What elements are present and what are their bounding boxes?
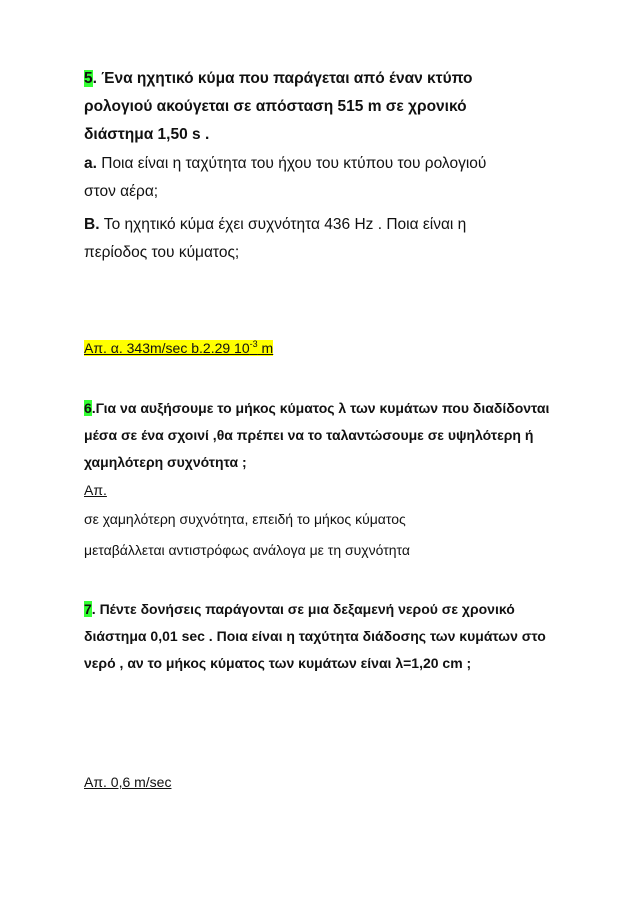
q5-number: 5 xyxy=(84,70,93,87)
q5-line2: ρολογιού ακούγεται σε απόσταση 515 m σε χρονικό xyxy=(84,98,467,115)
q7-line3: νερό , αν το μήκος κύματος των κυμάτων είναι λ=1,20 cm ; xyxy=(84,655,472,671)
q5-a-line2: στον αέρα; xyxy=(84,183,159,200)
q6-number: 6 xyxy=(84,400,92,416)
q5-a-label: a. xyxy=(84,155,97,172)
q5-b-label: B. xyxy=(84,216,100,233)
q6-line2: μέσα σε ένα σχοινί ,θα πρέπει να το ταλαντώσουμε σε υψηλότερη ή xyxy=(84,427,534,443)
q5-line1: 5. Ένα ηχητικό κύμα που παράγεται από έναν κτύπο xyxy=(84,70,473,87)
q6-answer-line2: μεταβάλλεται αντιστρόφως ανάλογα με τη συχνότητα xyxy=(84,542,410,558)
q5-line3: διάστημα 1,50 s . xyxy=(84,126,210,143)
q7-answer: Απ. 0,6 m/sec xyxy=(84,774,172,790)
q7-number: 7 xyxy=(84,601,92,617)
q5-a-line1: a. Ποια είναι η ταχύτητα του ήχου του κτύπου του ρολογιού xyxy=(84,155,487,172)
q5-answer: Απ. α. 343m/sec b.2.29 $10^{-3}$ m xyxy=(84,339,274,356)
q6-answer-line1: σε χαμηλότερη συχνότητα, επειδή το μήκος κύματος xyxy=(84,511,406,527)
q6-line3: χαμηλότερη συχνότητα ; xyxy=(84,454,247,470)
q7-line2: διάστημα 0,01 sec . Ποια είναι η ταχύτητα διάδοσης των κυμάτων στο xyxy=(84,628,546,644)
q7-line1: 7. Πέντε δονήσεις παράγονται σε μια δεξαμενή νερού σε χρονικό xyxy=(84,601,515,617)
q5-b-line2: περίοδος του κύματος; xyxy=(84,244,240,261)
q6-line1: 6.Για να αυξήσουμε το μήκος κύματος λ των κυμάτων που διαδίδονται xyxy=(84,400,550,416)
q6-answer-label: Απ. xyxy=(84,482,107,498)
q5-b-line1: B. Το ηχητικό κύμα έχει συχνότητα 436 Hz . Ποια είναι η xyxy=(84,216,467,233)
